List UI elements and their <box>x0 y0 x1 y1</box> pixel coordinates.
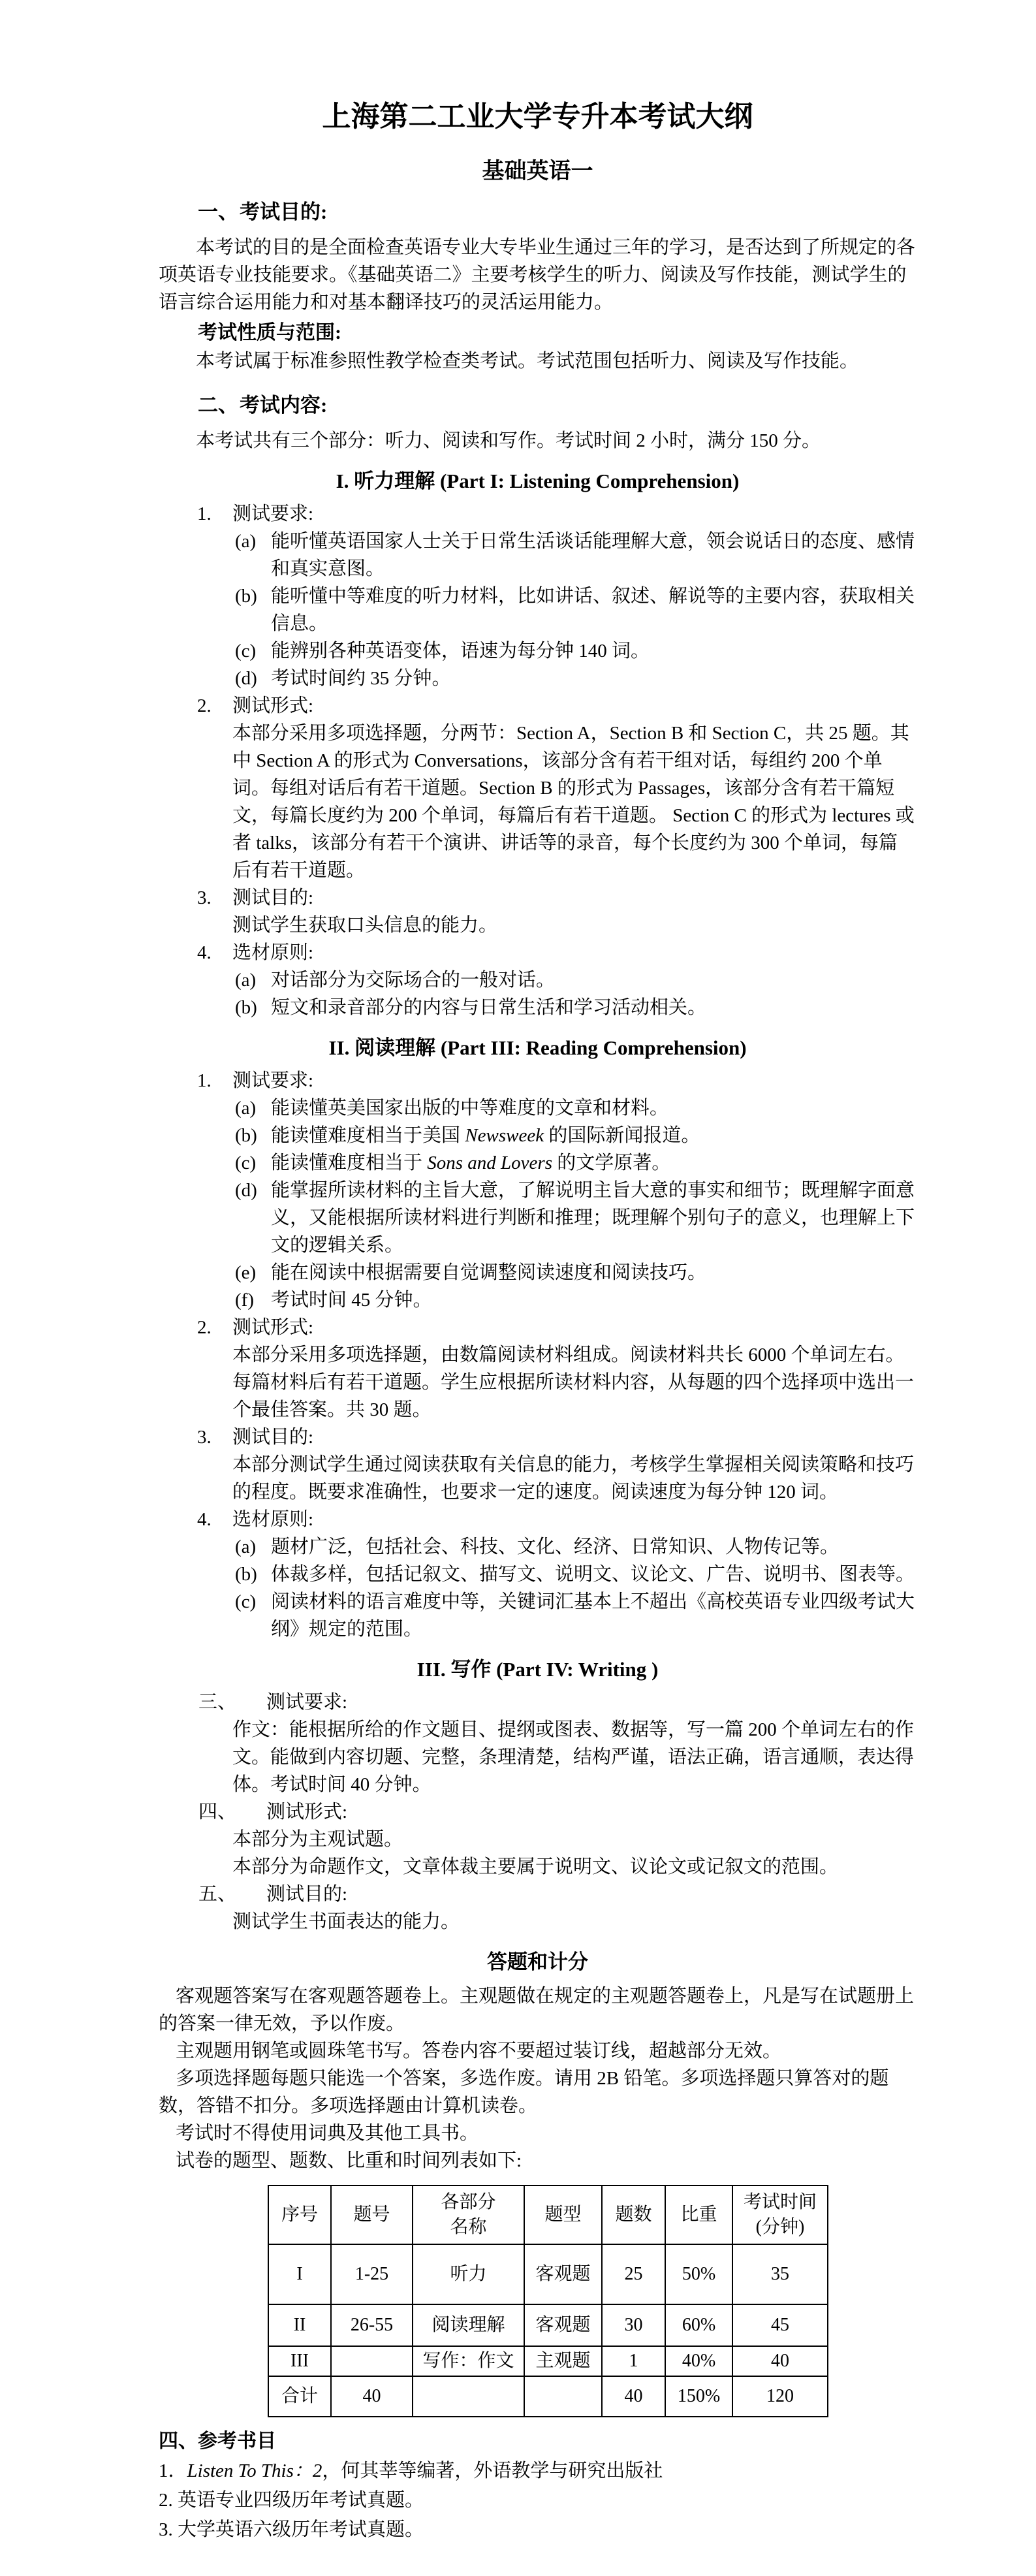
item-marker: (c) <box>235 1591 257 1612</box>
listening-format-item <box>197 692 917 720</box>
table-header-row <box>268 2186 828 2244</box>
item-label: 选材原则: <box>232 1509 314 1530</box>
cell: 45 <box>732 2304 828 2346</box>
item-marker: (c) <box>235 1153 257 1173</box>
item-marker: 2. <box>197 1317 212 1338</box>
item-text: 能读懂英美国家出版的中等难度的文章和材料。 <box>271 1098 669 1119</box>
reading-format-paragraph: 本部分采用多项选择题，由数篇阅读材料组成。阅读材料共长 6000 个单词左右。每篇材料后有若干道题。学生应根据所读材料内容，从每题的四个选择项中选出一个最佳答案。共 30 题。 <box>232 1344 915 1420</box>
item-text: ，何其莘等编著，外语教学与研究出版社 <box>322 2460 663 2481</box>
reference-item-3: 3. 大学英语六级历年考试真题。 <box>159 2519 424 2540</box>
section-1-paragraph: 本考试的目的是全面检查英语专业大专毕业生通过三年的学习，是否达到了所规定的各项英语专业技能要求。《基础英语二》主要考核学生的听力、阅读及写作技能，测试学生的语言综合运用能力和对基本翻译技巧的灵活运用能力。 <box>159 237 916 313</box>
cell: 40 <box>732 2346 828 2376</box>
item-text: 能听懂中等难度的听力材料，比如讲话、叙述、解说等的主要内容，获取相关信息。 <box>271 586 915 634</box>
document-title: 上海第二工业大学专升本考试大纲 <box>322 101 753 133</box>
reading-req-a <box>235 1094 917 1122</box>
cell: 60% <box>665 2304 732 2346</box>
item-marker: (b) <box>235 997 257 1018</box>
book-title: Sons and Lovers <box>427 1153 552 1173</box>
item-label: 测试目的: <box>266 1884 348 1905</box>
cell: 40% <box>665 2346 732 2376</box>
item-marker: (d) <box>235 668 257 689</box>
cell: III <box>268 2346 331 2376</box>
cell: 1-25 <box>331 2244 413 2304</box>
table-row <box>268 2304 828 2346</box>
cell: 150% <box>665 2376 732 2417</box>
scoring-heading: 答题和计分 <box>487 1950 588 1973</box>
reading-req-d <box>235 1177 917 1259</box>
item-text: 能辨别各种英语变体，语速为每分钟 140 词。 <box>271 641 650 661</box>
section-2-label: 考试内容: <box>240 394 328 417</box>
item-label: 测试形式: <box>232 1317 314 1338</box>
cell: 50% <box>665 2244 732 2304</box>
item-marker: 1. <box>197 503 212 524</box>
cell <box>524 2376 602 2417</box>
cell: 合计 <box>268 2376 331 2417</box>
scoring-paragraph-3: 多项选择题每题只能选一个答案，多选作废。请用 2B 铅笔。多项选择题只算答对的题数，答错不扣分。多项选择题由计算机读卷。 <box>159 2068 889 2116</box>
item-label: 测试目的: <box>232 887 314 908</box>
item-text: 的国际新闻报道。 <box>544 1125 700 1146</box>
item-marker: (b) <box>235 1564 257 1585</box>
item-marker: (b) <box>235 1125 257 1146</box>
item-text: 能在阅读中根据需要自觉调整阅读速度和阅读技巧。 <box>271 1262 707 1283</box>
item-marker: 1. <box>197 1070 212 1091</box>
item-marker: (a) <box>235 1536 257 1557</box>
col-header-index: 序号 <box>268 2186 331 2244</box>
section-1-number: 一、 <box>198 200 238 223</box>
writing-purpose-item <box>198 1881 917 1908</box>
reading-format-item <box>197 1314 917 1341</box>
item-marker: 2. <box>197 695 212 716</box>
listening-purpose-paragraph: 测试学生获取口头信息的能力。 <box>232 915 498 936</box>
item-marker: (d) <box>235 1180 257 1201</box>
item-label: 测试形式: <box>232 695 314 716</box>
cell <box>413 2376 524 2417</box>
reading-material-b <box>235 1561 917 1588</box>
item-label: 测试要求: <box>266 1692 348 1713</box>
cell: 26-55 <box>331 2304 413 2346</box>
item-marker: (f) <box>235 1290 254 1311</box>
reference-item-1 <box>159 2457 917 2486</box>
listening-purpose-item <box>197 884 917 912</box>
reading-req-c <box>235 1149 917 1177</box>
item-text: 短文和录音部分的内容与日常生活和学习活动相关。 <box>271 997 707 1018</box>
item-marker: 3. <box>197 887 212 908</box>
section-1-label: 考试目的: <box>240 200 328 223</box>
cell: 30 <box>602 2304 665 2346</box>
scoring-paragraph-1: 客观题答案写在客观题答题卷上。主观题做在规定的主观题答题卷上，凡是写在试题册上的答案一律无效，予以作废。 <box>159 1986 915 2034</box>
writing-format-line2: 本部分为命题作文，文章体裁主要属于说明文、议论文或记叙文的范围。 <box>232 1856 839 1877</box>
listening-format-paragraph: 本部分采用多项选择题，分两节：Section A，Section B 和 Section C，共 25 题。其中 Section A 的形式为 Conversations，该部分含有若干组对话，每组约 200 个单词。每组对话后有若干道题。Section B 的形式为 Passages，该部分含有若干篇短文，每篇长度约为 200 个单词，每篇后有若干道题。 Section C 的形式为 lectures 或者 talks，该部分有若干个演讲、讲话等的录音，每个长度约为 300 个单词，每篇后有若干道题。 <box>232 723 915 881</box>
reading-material-a <box>235 1533 917 1561</box>
item-label: 测试目的: <box>232 1427 314 1448</box>
item-label: 测试要求: <box>232 503 314 524</box>
item-marker: 1． <box>159 2460 187 2481</box>
listening-material-b <box>235 994 917 1021</box>
reading-req-e <box>235 1259 917 1286</box>
item-label: 选材原则: <box>232 942 314 963</box>
section-2-heading <box>198 390 917 421</box>
cell: 客观题 <box>524 2244 602 2304</box>
section-2-number: 二、 <box>198 394 238 417</box>
part3-title: III. 写作 (Part IV: Writing ) <box>416 1658 659 1681</box>
cell: 25 <box>602 2244 665 2304</box>
item-marker: 4. <box>197 942 212 963</box>
item-label: 测试要求: <box>232 1070 314 1091</box>
item-marker: (c) <box>235 641 257 661</box>
item-marker: (a) <box>235 970 257 991</box>
cell: 40 <box>331 2376 413 2417</box>
document-subtitle: 基础英语一 <box>482 159 593 183</box>
listening-req-c <box>235 637 917 665</box>
listening-req-a <box>235 528 917 582</box>
listening-material-item <box>197 939 917 966</box>
reading-purpose-item <box>197 1423 917 1451</box>
col-header-question-type: 题型 <box>524 2186 602 2244</box>
cell: I <box>268 2244 331 2304</box>
item-marker: 3. <box>197 1427 212 1448</box>
cell: 1 <box>602 2346 665 2376</box>
book-title: Listen To This：2 <box>187 2460 322 2481</box>
scoring-paragraph-5: 试卷的题型、题数、比重和时间列表如下: <box>176 2150 522 2171</box>
cell <box>331 2346 413 2376</box>
item-text: 考试时间约 35 分钟。 <box>271 668 451 689</box>
part2-title: II. 阅读理解 (Part III: Reading Comprehension) <box>328 1036 747 1059</box>
writing-purpose-line: 测试学生书面表达的能力。 <box>232 1911 460 1932</box>
reading-req-b <box>235 1122 917 1149</box>
item-marker: (a) <box>235 531 257 552</box>
item-text: 体裁多样，包括记叙文、描写文、说明文、议论文、广告、说明书、图表等。 <box>271 1564 915 1585</box>
part1-title: I. 听力理解 (Part I: Listening Comprehension) <box>336 469 740 492</box>
exam-nature-paragraph: 本考试属于标准参照性教学检查类考试。考试范围包括听力、阅读及写作技能。 <box>196 351 859 372</box>
section-2-paragraph: 本考试共有三个部分：听力、阅读和写作。考试时间 2 小时，满分 150 分。 <box>196 430 821 451</box>
listening-req-d <box>235 665 917 692</box>
cell: 阅读理解 <box>413 2304 524 2346</box>
item-marker: (b) <box>235 586 257 607</box>
writing-requirements-item <box>198 1689 917 1716</box>
item-text: 能听懂英语国家人士关于日常生活谈话能理解大意，领会说话日的态度、感情和真实意图。 <box>271 531 915 579</box>
listening-material-a <box>235 966 917 994</box>
reading-requirements-item <box>197 1067 917 1094</box>
item-marker: 五、 <box>198 1884 237 1905</box>
item-text: 能掌握所读材料的主旨大意，了解说明主旨大意的事实和细节；既理解字面意义，又能根据所读材料进行判断和推理；既理解个别句子的意义，也理解上下文的逻辑关系。 <box>271 1180 915 1256</box>
item-marker: (e) <box>235 1262 257 1283</box>
reading-material-c <box>235 1588 917 1643</box>
cell: 35 <box>732 2244 828 2304</box>
cell: II <box>268 2304 331 2346</box>
col-header-exam-time: 考试时间(分钟) <box>732 2186 828 2244</box>
exam-nature-heading: 考试性质与范围: <box>198 322 341 343</box>
cell: 写作：作文 <box>413 2346 524 2376</box>
item-text: 能读懂难度相当于 <box>271 1153 428 1173</box>
writing-format-line1: 本部分为主观试题。 <box>232 1829 403 1850</box>
cell: 听力 <box>413 2244 524 2304</box>
item-marker: 四、 <box>198 1802 237 1822</box>
listening-requirements-item <box>197 500 917 528</box>
col-header-section-name: 各部分名称 <box>413 2186 524 2244</box>
exam-structure-table <box>268 2185 828 2417</box>
book-title: Newsweek <box>465 1125 544 1146</box>
item-text: 能读懂难度相当于美国 <box>271 1125 465 1146</box>
cell: 主观题 <box>524 2346 602 2376</box>
cell: 客观题 <box>524 2304 602 2346</box>
section-1-heading <box>198 197 917 227</box>
item-text: 题材广泛，包括社会、科技、文化、经济、日常知识、人物传记等。 <box>271 1536 840 1557</box>
table-row <box>268 2244 828 2304</box>
col-header-question-numbers: 题号 <box>331 2186 413 2244</box>
references-heading: 四、参考书目 <box>159 2430 276 2452</box>
listening-req-b <box>235 582 917 637</box>
item-text: 考试时间 45 分钟。 <box>271 1290 432 1311</box>
item-text: 的文学原著。 <box>552 1153 671 1173</box>
col-header-question-count: 题数 <box>602 2186 665 2244</box>
item-marker: 三、 <box>198 1692 237 1713</box>
reference-item-2: 2. 英语专业四级历年考试真题。 <box>159 2490 424 2511</box>
item-label: 测试形式: <box>266 1802 348 1822</box>
reading-material-item <box>197 1506 917 1533</box>
col-header-weight: 比重 <box>665 2186 732 2244</box>
item-marker: (a) <box>235 1098 257 1119</box>
reading-purpose-paragraph: 本部分测试学生通过阅读获取有关信息的能力，考核学生掌握相关阅读策略和技巧的程度。既要求准确性，也要求一定的速度。阅读速度为每分钟 120 词。 <box>232 1454 915 1503</box>
item-text: 阅读材料的语言难度中等，关键词汇基本上不超出《高校英语专业四级考试大纲》规定的范围。 <box>271 1591 915 1640</box>
cell: 40 <box>602 2376 665 2417</box>
reading-req-f <box>235 1286 917 1314</box>
item-marker: 4. <box>197 1509 212 1530</box>
writing-format-item <box>198 1798 917 1826</box>
cell: 120 <box>732 2376 828 2417</box>
scoring-paragraph-4: 考试时不得使用词典及其他工具书。 <box>176 2123 479 2144</box>
item-text: 对话部分为交际场合的一般对话。 <box>271 970 556 991</box>
scoring-paragraph-2: 主观题用钢笔或圆珠笔书写。答卷内容不要超过装订线，超越部分无效。 <box>176 2041 782 2061</box>
table-total-row <box>268 2376 828 2417</box>
writing-requirements-paragraph: 作文：能根据所给的作文题目、提纲或图表、数据等，写一篇 200 个单词左右的作文。能做到内容切题、完整，条理清楚，结构严谨，语法正确，语言通顺，表达得体。考试时间 40 分钟。 <box>232 1719 915 1795</box>
table-row <box>268 2346 828 2376</box>
